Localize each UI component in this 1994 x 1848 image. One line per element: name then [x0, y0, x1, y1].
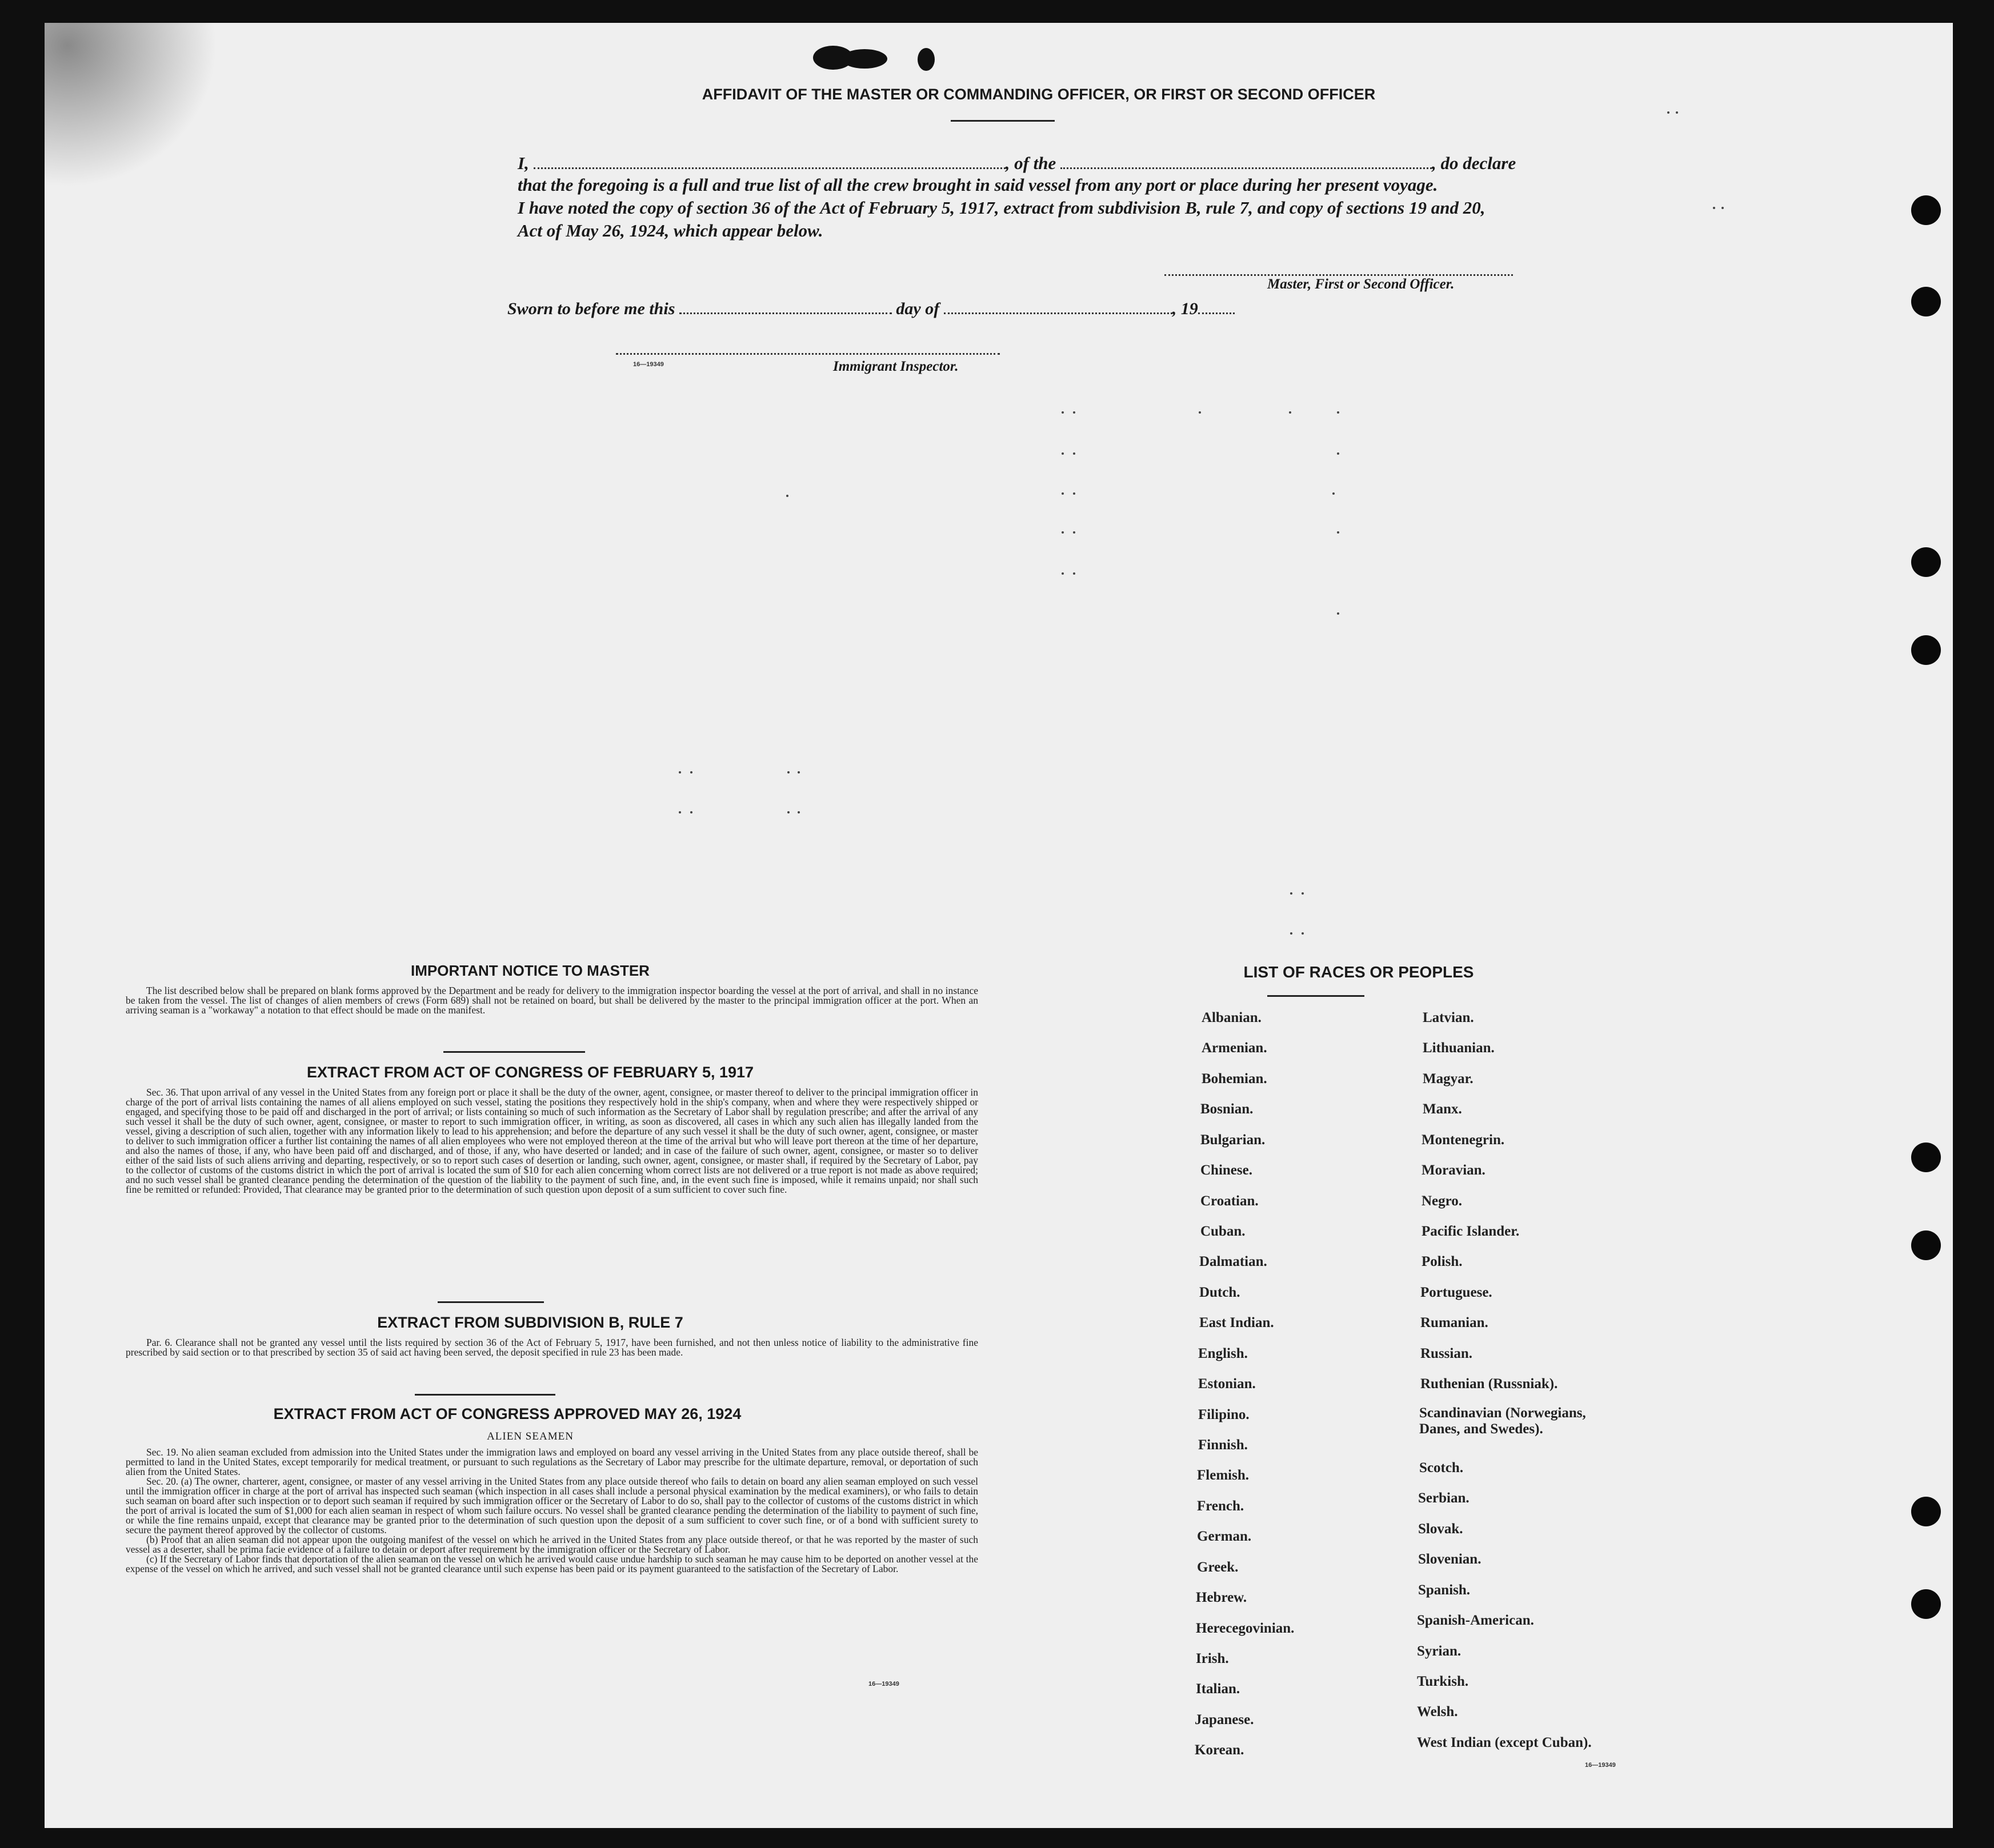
- extract-1924-para-4: (c) If the Secretary of Labor finds that deportation of the alien seaman on the vessel on which he arrived would cause undue hardship to such seaman he may cause him to be deported on another vessel at the expense of the vessel on which he arrived, and such vessel shall not be granted clearance until such expense has been paid or its payment guaranteed to the satisfaction of the Secretary of Labor.: [126, 1553, 978, 1574]
- sworn-day-field[interactable]: [679, 312, 892, 314]
- race-item: Bosnian.: [1200, 1101, 1254, 1117]
- speck: [1062, 492, 1064, 495]
- speck: [1062, 411, 1064, 414]
- race-item: French.: [1197, 1498, 1244, 1514]
- speck: [1289, 411, 1291, 414]
- sworn-year-field[interactable]: [1198, 312, 1235, 314]
- speck: [1062, 452, 1064, 455]
- speck: [786, 495, 788, 497]
- speck: [798, 811, 800, 813]
- speck: [1073, 452, 1075, 455]
- races-underline: [1267, 995, 1364, 997]
- affidavit-line-3: I have noted the copy of section 36 of the Act of February 5, 1917, extract from subdivision B, rule 7, and copy of sections 19 and 20,: [518, 198, 1486, 218]
- race-item: Turkish.: [1417, 1674, 1469, 1689]
- races-form-number: 16—19349: [1585, 1762, 1616, 1769]
- race-item: Filipino.: [1198, 1407, 1250, 1422]
- race-item: Manx.: [1423, 1101, 1462, 1117]
- speck: [1676, 111, 1678, 114]
- divider: [443, 1051, 585, 1053]
- extract-1917-body: [126, 1088, 978, 1194]
- race-item: Dutch.: [1199, 1285, 1240, 1300]
- speck: [1667, 111, 1669, 114]
- race-item: West Indian (except Cuban).: [1417, 1735, 1592, 1750]
- speck: [1290, 892, 1292, 895]
- race-item: Finnish.: [1198, 1437, 1248, 1453]
- race-item: Lithuanian.: [1423, 1040, 1495, 1056]
- race-item: Ruthenian (Russniak).: [1420, 1376, 1558, 1392]
- divider: [438, 1301, 544, 1303]
- punch-hole: [1911, 1497, 1941, 1526]
- extract-1924-subtitle: ALIEN SEAMEN: [487, 1430, 574, 1442]
- race-item: Scandinavian (Norwegians, Danes, and Swedes).: [1419, 1405, 1586, 1437]
- affidavit-line-2: that the foregoing is a full and true list of all the crew brought in said vessel from any port or place during her present voyage.: [518, 175, 1438, 195]
- race-item: East Indian.: [1199, 1315, 1274, 1330]
- race-item: Portuguese.: [1420, 1285, 1492, 1300]
- race-item: Scotch.: [1419, 1460, 1464, 1476]
- affidavit-line-1: [518, 153, 1557, 174]
- speck: [1713, 207, 1715, 209]
- declarant-prefix: I,: [518, 153, 529, 173]
- race-item: Russian.: [1420, 1346, 1473, 1361]
- race-item: Cuban.: [1200, 1224, 1246, 1239]
- notice-paragraph: The list described below shall be prepared on blank forms approved by the Department and be ready for delivery to the immigration inspector boarding the vessel at the port of arrival, and shall in no instance be taken from the vessel. The list of changes of alien members of crews (Form 689) shall not be retained on board, but shall be delivered by the master to the principal immigration officer at the port. When an arriving seaman is a "workaway" a notation to that effect should be made on the manifest.: [126, 985, 978, 1016]
- speck: [787, 771, 790, 773]
- speck: [1337, 452, 1339, 455]
- punch-hole: [1911, 195, 1941, 225]
- races-title: LIST OF RACES OR PEOPLES: [1243, 963, 1474, 981]
- race-item: Greek.: [1197, 1560, 1239, 1575]
- race-item: Bulgarian.: [1200, 1132, 1266, 1148]
- extract-rule7-title: EXTRACT FROM SUBDIVISION B, RULE 7: [377, 1314, 683, 1331]
- punch-hole: [1911, 1589, 1941, 1619]
- race-item: Estonian.: [1198, 1376, 1256, 1392]
- speck: [1721, 207, 1724, 209]
- race-item: Moravian.: [1422, 1162, 1486, 1178]
- speck: [679, 771, 681, 773]
- sworn-prefix: Sworn to before me this: [507, 299, 675, 318]
- speck: [1062, 531, 1064, 534]
- sworn-month-field[interactable]: [944, 312, 1172, 314]
- punch-hole: [1911, 1143, 1941, 1172]
- race-item: Chinese.: [1200, 1162, 1252, 1178]
- race-item: Montenegrin.: [1422, 1132, 1505, 1148]
- speck: [1290, 932, 1292, 935]
- race-item: Latvian.: [1423, 1010, 1474, 1025]
- race-item: Croatian.: [1200, 1193, 1259, 1209]
- race-item: Dalmatian.: [1199, 1254, 1267, 1269]
- ink-blot: [918, 48, 935, 71]
- notice-title: IMPORTANT NOTICE TO MASTER: [411, 962, 650, 979]
- ink-blot: [842, 49, 887, 69]
- race-item: Rumanian.: [1420, 1315, 1488, 1330]
- speck: [1337, 531, 1339, 534]
- declare-label: , do declare: [1432, 153, 1516, 173]
- extract-1924-para-2: Sec. 20. (a) The owner, charterer, agent, consignee, or master of any vessel arriving in the United States from any place outside thereof who fails to detain on board any alien seaman employed on such vessel until the immigration officer in charge at the port of arrival has inspected such seaman (which inspection in all cases shall include a personal physical examination by the medical examiners), or who fails to detain such seaman on board after such inspection or to deport such seaman if required by such immigration officer or the Secretary of Labor to do so, shall pay to the collector of customs of the customs district in which the port of arrival is located the sum of $1,000 for each alien seaman in respect of whom such failure occurs. No vessel shall be granted clearance pending the determination of the liability to payment of such fine, or while the fine remains unpaid, except that clearance may be granted prior to the determination of such question upon the deposit of a sum sufficient to cover such fine, or of a bond with sufficient surety to secure the payment thereof approved by the collector of customs.: [126, 1476, 978, 1536]
- speck: [679, 811, 681, 813]
- extract-1924-para-1: Sec. 19. No alien seaman excluded from admission into the United States under the immigration laws and employed on board any vessel arriving in the United States from any place outside thereof, shall be permitted to land in the United States, except temporarily for medical treatment, or pursuant to such regulations as the Secretary of Labor may prescribe for the ultimate departure, removal, or deportation of such alien from the United States.: [126, 1446, 978, 1477]
- speck: [690, 771, 692, 773]
- race-item: Herecegovinian.: [1196, 1621, 1295, 1636]
- affidavit-line-4: Act of May 26, 1924, which appear below.: [518, 221, 823, 240]
- extract-1917-paragraph: Sec. 36. That upon arrival of any vessel in the United States from any foreign port or place it shall be the duty of the owner, agent, consignee, or master thereof to deliver to the principal immigration officer in charge of the port of arrival lists containing the names of all aliens employed on such vessel, stating the positions they respectively hold in the ship's company, when and where they were respectively shipped or engaged, and specifying those to be paid off and discharged in the port of arrival; or lists containing so much of such information as the Secretary of Labor shall by regulation prescribe; and after the arrival of any such vessel it shall be the duty of such owner, agent, consignee, or master to report to such immigration officer, in writing, as soon as discovered, all cases in which any such alien has illegally landed from the vessel, giving a description of such alien, together with any information likely to lead to his apprehension; and before the departure of any such vessel it shall be the duty of such owner, agent, consignee, or master to deliver to such immigration officer a further list containing the names of all alien employees who were not employed thereon at the time of the arrival but who will leave port thereon at the time of her departure, and also the names of those, if any, who have been paid off and discharged, and of those, if any, who have deserted or landed; and in case of the failure of such owner, agent, consignee, or master so to deliver either of the said lists of such aliens arriving and departing, respectively, or so to report such cases of desertion or landing, such owner, agent, consignee, or master shall, if required by the Secretary of Labor, pay to the collector of customs of the customs district in which the port of arrival is located the sum of $10 for each alien concerning whom correct lists are not delivered or a true report is not made as above required; and no such vessel shall be granted clearance pending the determination of the question of the liability to the payment of such fine, and, in the event such fine is imposed, while it remains unpaid; nor shall such fine be remitted or refunded: Provided, That clearance may be granted prior to the determination of such question upon deposit of a sum sufficient to cover such fine.: [126, 1087, 978, 1195]
- race-item: Welsh.: [1417, 1704, 1458, 1719]
- speck: [787, 811, 790, 813]
- speck: [1302, 892, 1304, 895]
- extract-1917-title: EXTRACT FROM ACT OF CONGRESS OF FEBRUARY 5, 1917: [306, 1064, 754, 1081]
- race-item: German.: [1197, 1529, 1252, 1544]
- extract-1924-body: [126, 1448, 978, 1574]
- race-item: Irish.: [1196, 1651, 1229, 1666]
- race-item: Slovak.: [1418, 1521, 1463, 1537]
- speck: [1337, 612, 1339, 615]
- race-item: Japanese.: [1195, 1712, 1254, 1727]
- race-item: Hebrew.: [1196, 1590, 1247, 1605]
- race-item: Spanish.: [1418, 1582, 1471, 1598]
- of-the-label: , of the: [1005, 153, 1056, 173]
- race-item: Albanian.: [1202, 1010, 1262, 1025]
- extract-rule7-paragraph: Par. 6. Clearance shall not be granted any vessel until the lists required by section 36 of the Act of February 5, 1917, have been furnished, and not then unless notice of liability to the administrative fine prescribed by said section or to that prescribed by section 35 of said act having been served, the deposit specified in rule 23 has been made.: [126, 1337, 978, 1358]
- vessel-name-field[interactable]: [1060, 167, 1432, 169]
- race-item: Slovenian.: [1418, 1552, 1482, 1567]
- signature-label: Master, First or Second Officer.: [1267, 276, 1455, 292]
- race-item: Serbian.: [1418, 1490, 1470, 1506]
- race-item: Korean.: [1195, 1742, 1244, 1758]
- form-number: 16—19349: [633, 361, 664, 368]
- speck: [1062, 572, 1064, 575]
- race-item: Flemish.: [1197, 1468, 1249, 1483]
- punch-hole: [1911, 547, 1941, 577]
- punch-hole: [1911, 287, 1941, 316]
- speck: [1332, 492, 1335, 495]
- divider: [415, 1394, 555, 1396]
- race-item: Pacific Islander.: [1422, 1224, 1520, 1239]
- punch-hole: [1911, 1230, 1941, 1260]
- sworn-line: [507, 299, 1235, 319]
- speck: [1073, 411, 1075, 414]
- speck: [1337, 411, 1339, 414]
- speck: [1073, 492, 1075, 495]
- speck: [1199, 411, 1201, 414]
- race-item: Magyar.: [1423, 1071, 1474, 1087]
- title-underline: [951, 120, 1055, 122]
- inspector-signature-line[interactable]: [616, 353, 1000, 355]
- speck: [1073, 531, 1075, 534]
- race-item: Bohemian.: [1202, 1071, 1267, 1087]
- race-item: Polish.: [1422, 1254, 1463, 1269]
- race-item: Syrian.: [1417, 1643, 1462, 1659]
- race-item: Spanish-American.: [1417, 1613, 1534, 1628]
- declarant-name-field[interactable]: [534, 167, 1006, 169]
- document-sheet: [45, 23, 1953, 1828]
- extract-form-number: 16—19349: [868, 1681, 899, 1687]
- notice-body: [126, 986, 978, 1015]
- speck: [690, 811, 692, 813]
- race-item: Italian.: [1196, 1681, 1240, 1697]
- punch-hole: [1911, 635, 1941, 665]
- sworn-year: , 19: [1172, 299, 1198, 318]
- affidavit-title: AFFIDAVIT OF THE MASTER OR COMMANDING OFFICER, OR FIRST OR SECOND OFFICER: [702, 86, 1376, 103]
- race-item: Armenian.: [1202, 1040, 1267, 1056]
- signature-line[interactable]: [1164, 274, 1513, 276]
- extract-1924-para-3: (b) Proof that an alien seaman did not appear upon the outgoing manifest of the vessel on which he arrived in the United States from any place outside thereof, or that he was reported by the master of such vessel as a deserter, shall be prima facie evidence of a failure to detain or deport after requirement by the immigration officer or the Secretary of Labor.: [126, 1534, 978, 1555]
- speck: [1073, 572, 1075, 575]
- race-item: English.: [1198, 1346, 1248, 1361]
- speck: [798, 771, 800, 773]
- speck: [1302, 932, 1304, 935]
- extract-1924-title: EXTRACT FROM ACT OF CONGRESS APPROVED MAY 26, 1924: [273, 1405, 742, 1422]
- extract-rule7-body: [126, 1338, 978, 1357]
- sworn-day-of: day of: [896, 299, 940, 318]
- inspector-label: Immigrant Inspector.: [833, 359, 959, 374]
- race-item: Negro.: [1422, 1193, 1463, 1209]
